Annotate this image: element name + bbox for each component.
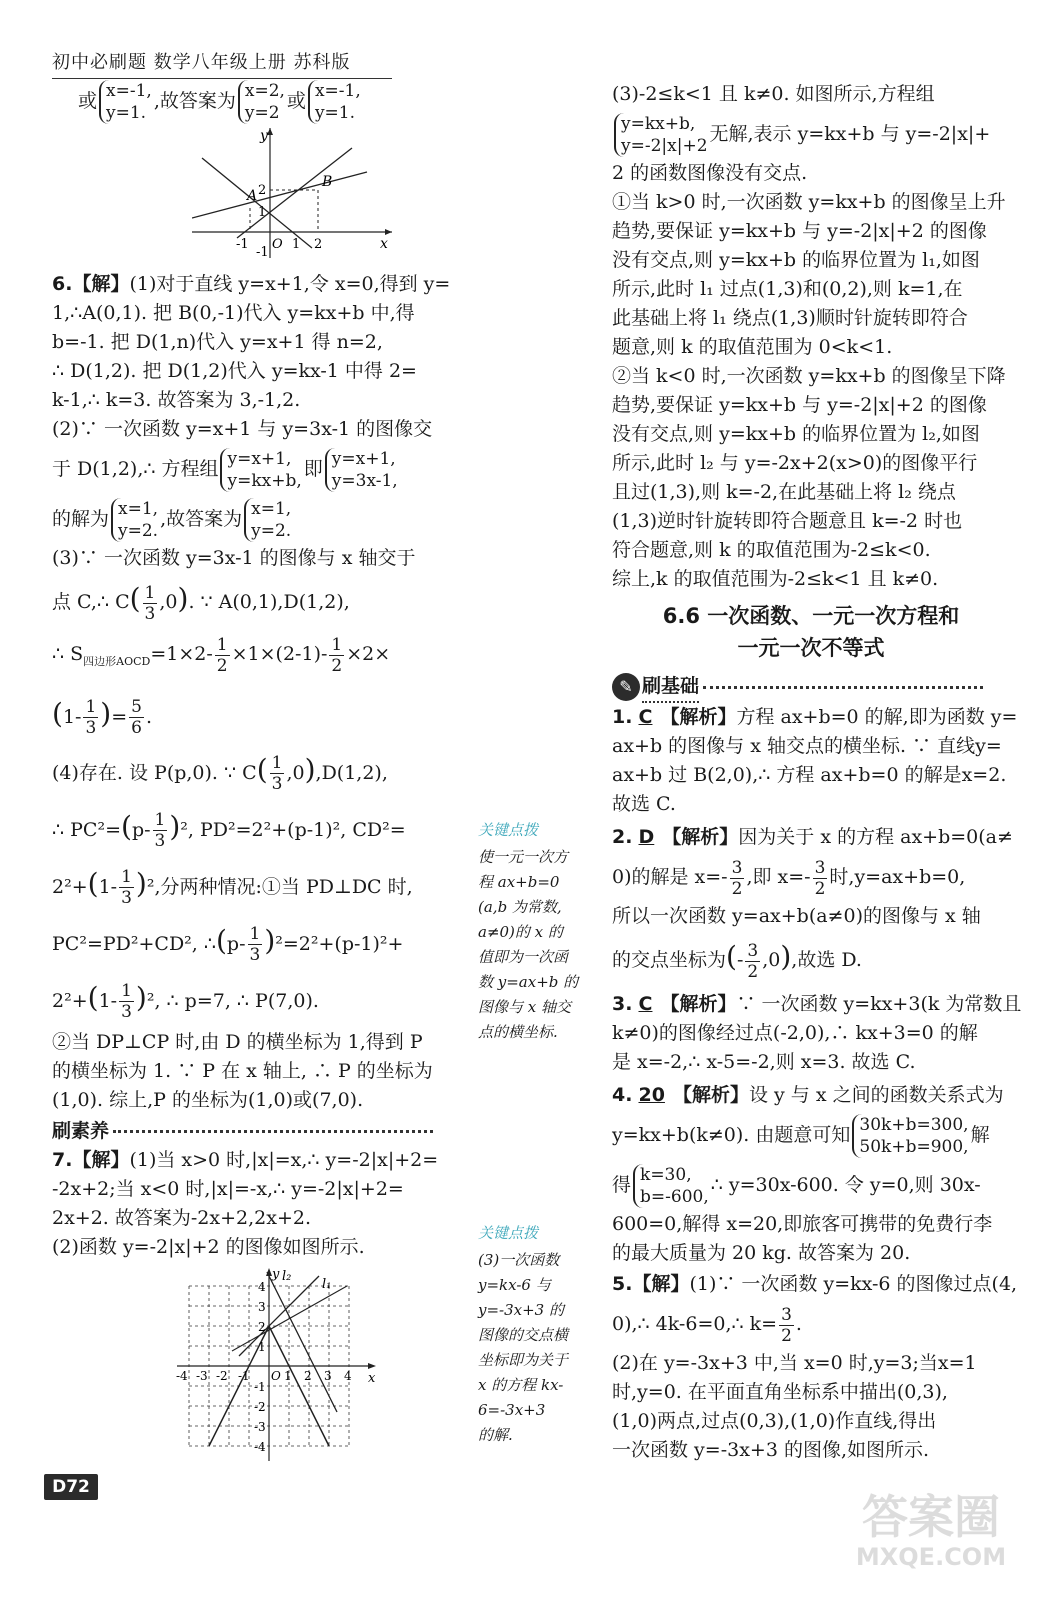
tick-label: -1 — [254, 1379, 266, 1394]
q3-line: 是 x=-2,∴ x-5=-2,则 x=3. 故选 C. — [612, 1051, 916, 1073]
q6-line: k-1,∴ k=3. 故答案为 3,-1,2. — [52, 389, 301, 411]
q2-line: 0)的解是 x=- $\frac{3}{2}$ ,即 x=- $\frac{3}{2}$ 时,y=ax+b=0, — [612, 857, 966, 899]
q1-line: 1. C 【解析】方程 ax+b=0 的解,即为函数 y= — [612, 706, 1018, 728]
tick-label: -2 — [254, 1399, 266, 1414]
q6-line: ②当 DP⊥CP 时,由 D 的横坐标为 1,得到 P — [52, 1030, 423, 1053]
q5-line: 0),∴ 4k-6=0,∴ k= $\frac{3}{2}$ . — [612, 1304, 802, 1346]
q6-line: 点 C,∴ C( $\frac{1}{3}$ ,0). ∵ A(0,1),D(1,2), — [52, 582, 350, 624]
page-number-badge: D72 — [44, 1474, 98, 1500]
tick-label: 4 — [344, 1368, 352, 1383]
q6-line: ∴ D(1,2). 把 D(1,2)代入 y=kx-1 中得 2= — [52, 360, 417, 382]
q7-line: 2x+2. 故答案为-2x+2,2x+2. — [52, 1206, 312, 1229]
q5-line: 5.【解】(1)∵ 一次函数 y=kx-6 的图像过点(4, — [612, 1273, 1018, 1295]
note-body: (3)一次函数 y=kx-6 与 y=-3x+3 的 图像的交点横 坐标即为关于 x 的方程 kx- 6=-3x+3 的解. — [478, 1251, 569, 1444]
axis-label-y: y — [272, 1266, 280, 1282]
equation-system: x=2, y=2 — [238, 80, 285, 124]
page-header: 初中必刷题 数学八年级上册 苏科版 — [52, 52, 351, 73]
q7-part3-line: 2 的函数图像没有交点. — [612, 162, 808, 184]
q6-line: (1- $\frac{1}{3}$ )= $\frac{5}{6}$ . — [52, 696, 153, 739]
section-shuasuyang: 刷素养 — [52, 1117, 472, 1146]
equation-system: 30k+b=300, 50k+b=900, — [852, 1114, 968, 1158]
q6-line: 2²+(1- $\frac{1}{3}$ )², ∴ p=7, ∴ P(7,0). — [52, 980, 319, 1023]
q7-part3-line: 所示,此时 l₂ 与 y=-2x+2(x>0)的图像平行 — [612, 452, 978, 474]
pencil-icon: ✎ — [612, 673, 640, 701]
q1-line: ax+b 的图像与 x 轴交点的横坐标. ∵ 直线y= — [612, 735, 1002, 757]
q7-part3-line: (3)-2≤k<1 且 k≠0. 如图所示,方程组 — [612, 83, 935, 105]
q2-line: 的交点坐标为(- $\frac{3}{2}$ ,0),故选 D. — [612, 940, 862, 982]
tick-label: 3 — [324, 1368, 332, 1383]
q4-line: 得 k=30, b=-600, ∴ y=30x-600. 令 y=0,则 30x- — [612, 1165, 981, 1207]
tick-label: 1 — [292, 237, 301, 252]
tick-label: -3 — [254, 1419, 266, 1434]
equation-system: x=-1, y=1. — [308, 80, 361, 124]
equation-system: y=x+1, y=kx+b, — [220, 448, 301, 492]
figure-intersection-graph — [192, 128, 392, 258]
tick-label: 3 — [258, 1299, 266, 1314]
q6-line: 1,∴A(0,1). 把 B(0,-1)代入 y=kx+b 中,得 — [52, 302, 415, 324]
tick-label: 2 — [304, 1368, 312, 1383]
tick-label: 1 — [258, 1339, 266, 1354]
q7-line: 7.【解】(1)当 x>0 时,|x|=x,∴ y=-2|x|+2= — [52, 1148, 439, 1171]
q7-part3-line: ②当 k<0 时,一次函数 y=kx+b 的图像呈下降 — [612, 365, 1006, 387]
tick-label: 1 — [284, 1368, 292, 1383]
note-heading: 关键点拨 — [478, 1224, 539, 1242]
tick-label: -1 — [236, 237, 249, 252]
equation-system: y=x+1, y=3x-1, — [325, 448, 398, 492]
q4-line: 4. 20 【解析】设 y 与 x 之间的函数关系式为 — [612, 1084, 1004, 1106]
q4-line: 的最大质量为 20 kg. 故答案为 20. — [612, 1242, 911, 1264]
q6-line: 的横坐标为 1. ∵ P 在 x 轴上, ∴ P 的坐标为 — [52, 1059, 433, 1082]
q2-line: 2. D 【解析】因为关于 x 的方程 ax+b=0(a≠ — [612, 826, 1013, 848]
q6-line: (4)存在. 设 P(p,0). ∵ C( $\frac{1}{3}$ ,0),D(1,2), — [52, 752, 388, 795]
tick-label: -4 — [254, 1439, 266, 1454]
q7-part3-line: 综上,k 的取值范围为-2≤k<1 且 k≠0. — [612, 568, 939, 590]
equation-system: k=30, b=-600, — [633, 1164, 709, 1208]
q6-line: ∴ $S_{四边形AOCD}=1\times 2-$ $\frac{1}{2}$ ×1×(2-1)- $\frac{1}{2}$ ×2× — [52, 634, 391, 676]
point-label-a: A — [247, 188, 258, 204]
q6-line: 的解为 x=1, y=2. ,故答案为 x=1, y=2. — [52, 499, 292, 541]
q6-line: b=-1. 把 D(1,n)代入 y=x+1 得 n=2, — [52, 331, 383, 353]
equation-system: x=1, y=2. — [244, 498, 291, 542]
tick-label: -2 — [216, 1368, 228, 1383]
q7-part3-line: 趋势,要保证 y=kx+b 与 y=-2|x|+2 的图像 — [612, 220, 987, 242]
origin-label: O — [272, 237, 283, 252]
q4-line: 600=0,解得 x=20,即旅客可携带的免费行李 — [612, 1213, 993, 1235]
q2-line: 所以一次函数 y=ax+b(a≠0)的图像与 x 轴 — [612, 905, 981, 927]
q7-part3-line: 此基础上将 l₁ 绕点(1,3)顺时针旋转即符合 — [612, 307, 968, 329]
tick-label: 4 — [258, 1279, 266, 1294]
q7-part3-line: 符合题意,则 k 的取值范围为-2≤k<0. — [612, 539, 931, 561]
tick-label: 2 — [258, 1319, 266, 1334]
right-column — [612, 80, 1022, 1465]
q5-line: (2)在 y=-3x+3 中,当 x=0 时,y=3;当x=1 — [612, 1352, 977, 1374]
q6-line: (2)∵ 一次函数 y=x+1 与 y=3x-1 的图像交 — [52, 418, 433, 440]
q7-part3-line: ①当 k>0 时,一次函数 y=kx+b 的图像呈上升 — [612, 191, 1006, 213]
q7-part3-line: 没有交点,则 y=kx+b 的临界位置为 l₂,如图 — [612, 423, 980, 445]
q7-part3-line: 所示,此时 l₁ 过点(1,3)和(0,2),则 k=1,在 — [612, 278, 963, 300]
equation-system: x=-1, y=1. — [99, 80, 152, 124]
q6-line: ∴ PC²=(p- $\frac{1}{3}$ )², PD²=2²+(p-1)², CD²= — [52, 809, 406, 852]
side-notes — [478, 816, 584, 1448]
q3-line: 3. C 【解析】∵ 一次函数 y=kx+3(k 为常数且 — [612, 993, 1022, 1015]
watermark-logo: 答案圈 MXQE.COM — [855, 1490, 1007, 1571]
q6-line: (3)∵ 一次函数 y=3x-1 的图像与 x 轴交于 — [52, 547, 416, 569]
q3-line: k≠0)的图像经过点(-2,0),∴ kx+3=0 的解 — [612, 1022, 978, 1044]
q6-line: PC²=PD²+CD², ∴(p- $\frac{1}{3}$ )²=2²+(p-1)²+ — [52, 923, 404, 966]
tick-label: -3 — [196, 1368, 208, 1383]
q5-line: 一次函数 y=-3x+3 的图像,如图所示. — [612, 1439, 930, 1461]
q7-line: -2x+2;当 x<0 时,|x|=-x,∴ y=-2|x|+2= — [52, 1177, 404, 1200]
q7-part3-line: y=kx+b, y=-2|x|+2 无解,表示 y=kx+b 与 y=-2|x|+ — [612, 109, 1010, 159]
left-column — [52, 80, 472, 1466]
q4-line: y=kx+b(k≠0). 由题意可知 30k+b=300, 50k+b=900, 解 — [612, 1115, 990, 1157]
header-rule — [52, 78, 392, 79]
q1-line: 故选 C. — [612, 793, 676, 815]
section-title: 6.6 一次函数、一元一次方程和 — [662, 604, 960, 628]
q7-part3-line: 没有交点,则 y=kx+b 的临界位置为 l₁,如图 — [612, 249, 980, 271]
axis-label-x: x — [380, 236, 388, 252]
q6-line: 2²+(1- $\frac{1}{3}$ )²,分两种情况:①当 PD⊥DC 时, — [52, 866, 413, 909]
note-body: 使一元一次方 程 ax+b=0 (a,b 为常数, a≠0)的 x 的 值即为一次函 数 y=ax+b 的 图像与 x 轴交 点的横坐标. — [478, 848, 579, 1041]
q7-part3-line: 题意,则 k 的取值范围为 0<k<1. — [612, 336, 893, 358]
q5-line: 时,y=0. 在平面直角坐标系中描出(0,3), — [612, 1381, 948, 1403]
equation-system: y=kx+b, y=-2|x|+2 — [614, 113, 708, 157]
line-label-l2: l₂ — [282, 1268, 292, 1284]
q7-part3-line: 且过(1,3),则 k=-2,在此基础上将 l₂ 绕点 — [612, 481, 956, 503]
line-label-l1: l₁ — [322, 1276, 332, 1292]
note-heading: 关键点拨 — [478, 821, 539, 839]
tick-label: -4 — [176, 1368, 188, 1383]
tick-label: 2 — [314, 237, 323, 252]
q5-line: (1,0)两点,过点(0,3),(1,0)作直线,得出 — [612, 1410, 937, 1432]
q7-part3-line: 趋势,要保证 y=kx+b 与 y=-2|x|+2 的图像 — [612, 394, 987, 416]
axis-label-y: y — [260, 128, 268, 144]
tick-label: -1 — [256, 245, 269, 258]
q6-line: (1,0). 综上,P 的坐标为(1,0)或(7,0). — [52, 1088, 364, 1111]
q5-answer-line: 或 x=-1, y=1. ,故答案为 x=2, y=2 或 x=-1, y=1. — [78, 81, 361, 123]
point-label-b: B — [322, 174, 333, 190]
section-title: 一元一次不等式 — [737, 636, 885, 660]
section-shuajichu: ✎ 刷基础 — [612, 672, 1010, 703]
q7-part3-line: (1,3)逆时针旋转即符合题意且 k=-2 时也 — [612, 510, 963, 532]
origin-label: O — [271, 1368, 281, 1383]
tick-label: 2 — [258, 183, 267, 198]
q7-line: (2)函数 y=-2|x|+2 的图像如图所示. — [52, 1235, 365, 1258]
q6-line: 于 D(1,2),∴ 方程组 y=x+1, y=kx+b, 即 y=x+1, y=3x-1, — [52, 449, 398, 491]
q6-line: 6.【解】(1)对于直线 y=x+1,令 x=0,得到 y= — [52, 273, 451, 295]
tick-label: -1 — [238, 1368, 250, 1383]
tick-label: 1 — [258, 205, 267, 220]
axis-label-x: x — [368, 1370, 376, 1386]
q1-line: ax+b 过 B(2,0),∴ 方程 ax+b=0 的解是x=2. — [612, 764, 1007, 786]
equation-system: x=1, y=2. — [111, 498, 158, 542]
figure-grid-graph — [172, 1266, 382, 1466]
